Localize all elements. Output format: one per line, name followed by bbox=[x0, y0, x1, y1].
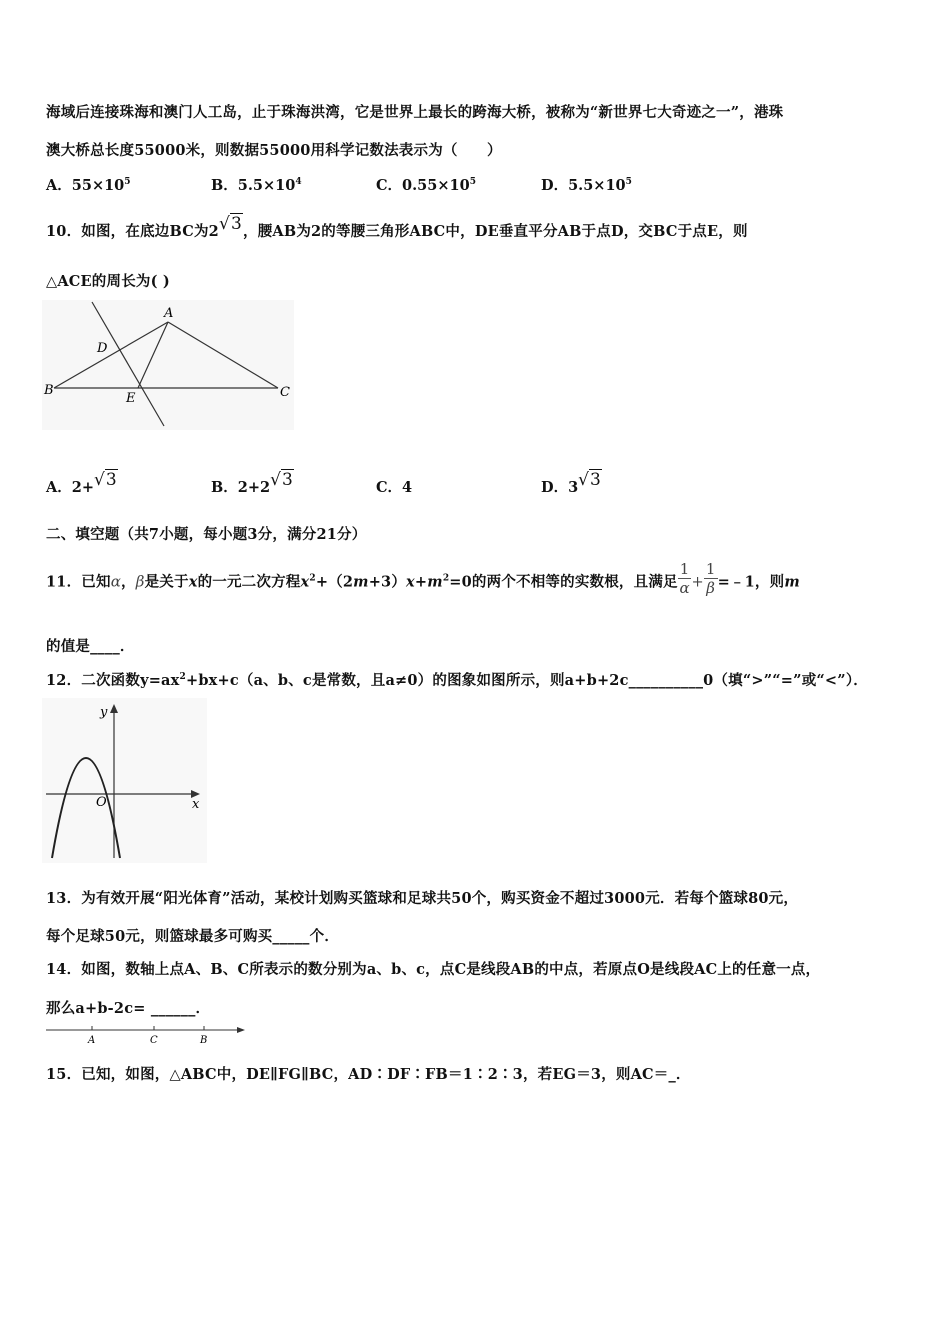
q15-line: 15．已知，如图，△ABC中，DE∥FG∥BC，AD∶DF∶FB＝1∶2∶3，若EG＝3，则AC＝_． bbox=[46, 1066, 691, 1083]
label-point-b: B bbox=[200, 1035, 208, 1046]
number-line-arrow bbox=[237, 1027, 245, 1033]
fraction-one-over-alpha: $\frac{1}{\alpha}$ bbox=[679, 560, 690, 597]
q12-answer-blank[interactable]: __________ bbox=[628, 672, 704, 689]
q10-option-b[interactable]: B．2+2√3 bbox=[211, 470, 293, 496]
origin-label: O bbox=[96, 795, 107, 810]
q11-line2: 的值是____． bbox=[46, 638, 135, 655]
q10-option-a[interactable]: A．2+√3 bbox=[46, 470, 117, 496]
q9-option-d[interactable]: D．$5.5\times 10^5$ bbox=[541, 177, 632, 194]
label-e: E bbox=[126, 391, 136, 406]
q9-line1: 海域后连接珠海和澳门人工岛，止于珠海洪湾，它是世界上最长的跨海大桥，被称为“新世界七大奇迹之一”，港珠 bbox=[46, 104, 784, 121]
x-axis-label: x bbox=[192, 797, 200, 812]
triangle-figure bbox=[42, 300, 294, 430]
q9-line2: 澳大桥总长度55000米，则数据55000用科学记数法表示为（ ） bbox=[46, 142, 502, 159]
fraction-one-over-beta: $\frac{1}{\beta}$ bbox=[705, 560, 716, 597]
sqrt-symbol: √3 bbox=[218, 214, 243, 234]
q13-line2: 每个足球50元，则篮球最多可购买_____个． bbox=[46, 928, 340, 945]
q10-option-d[interactable]: D．3√3 bbox=[541, 470, 601, 496]
y-axis-label: y bbox=[100, 705, 108, 720]
q9-option-b[interactable]: B．$5.5\times 10^4$ bbox=[211, 177, 302, 194]
section-title-fill-in: 二、填空题（共7小题，每小题3分，满分21分） bbox=[46, 526, 367, 543]
q9-option-c[interactable]: C．$0.55\times 10^5$ bbox=[376, 177, 476, 194]
label-a: A bbox=[164, 306, 174, 321]
q9-option-a[interactable]: A．$55\times 10^5$ bbox=[46, 177, 131, 194]
q10-line1: 10．如图，在底边BC为2√3，腰AB为2的等腰三角形ABC中，DE垂直平分AB于点D，交BC于点E，则 bbox=[46, 214, 748, 240]
number-line bbox=[44, 1022, 248, 1046]
parabola-graph bbox=[42, 698, 207, 863]
label-d: D bbox=[97, 341, 108, 356]
q12-line: 12．二次函数$y=ax^2+bx+c(a$、b、c是常数，且a≠0）的图象如图所示，则a+b+2c__________0（填“>”“=”或“<”）． bbox=[46, 672, 868, 689]
q14-line1: 14．如图，数轴上点A、B、C所表示的数分别为a、b、c，点C是线段AB的中点，若原点O是线段AC上的任意一点， bbox=[46, 961, 821, 978]
label-point-a: A bbox=[88, 1035, 96, 1046]
q13-line1: 13．为有效开展“阳光体育”活动，某校计划购买篮球和足球共50个，购买资金不超过3000元．若每个篮球80元， bbox=[46, 890, 799, 907]
q14-line2: 那么a+b-2c= ______． bbox=[46, 1000, 211, 1017]
label-c: C bbox=[280, 385, 290, 400]
q11-line1: 11．已知α，β是关于x的一元二次方程$x^2+(2m+3)x+m^2=0$的两个不相等的实数根，且满足 $\frac{1}{\alpha}$ + $\frac{1}{\beta}$ =﹣1，则m bbox=[46, 560, 800, 597]
label-b: B bbox=[44, 383, 54, 398]
label-point-c: C bbox=[150, 1035, 158, 1046]
q10-option-c[interactable]: C．4 bbox=[376, 479, 413, 496]
q10-line2: △ACE的周长为( ) bbox=[46, 273, 170, 290]
